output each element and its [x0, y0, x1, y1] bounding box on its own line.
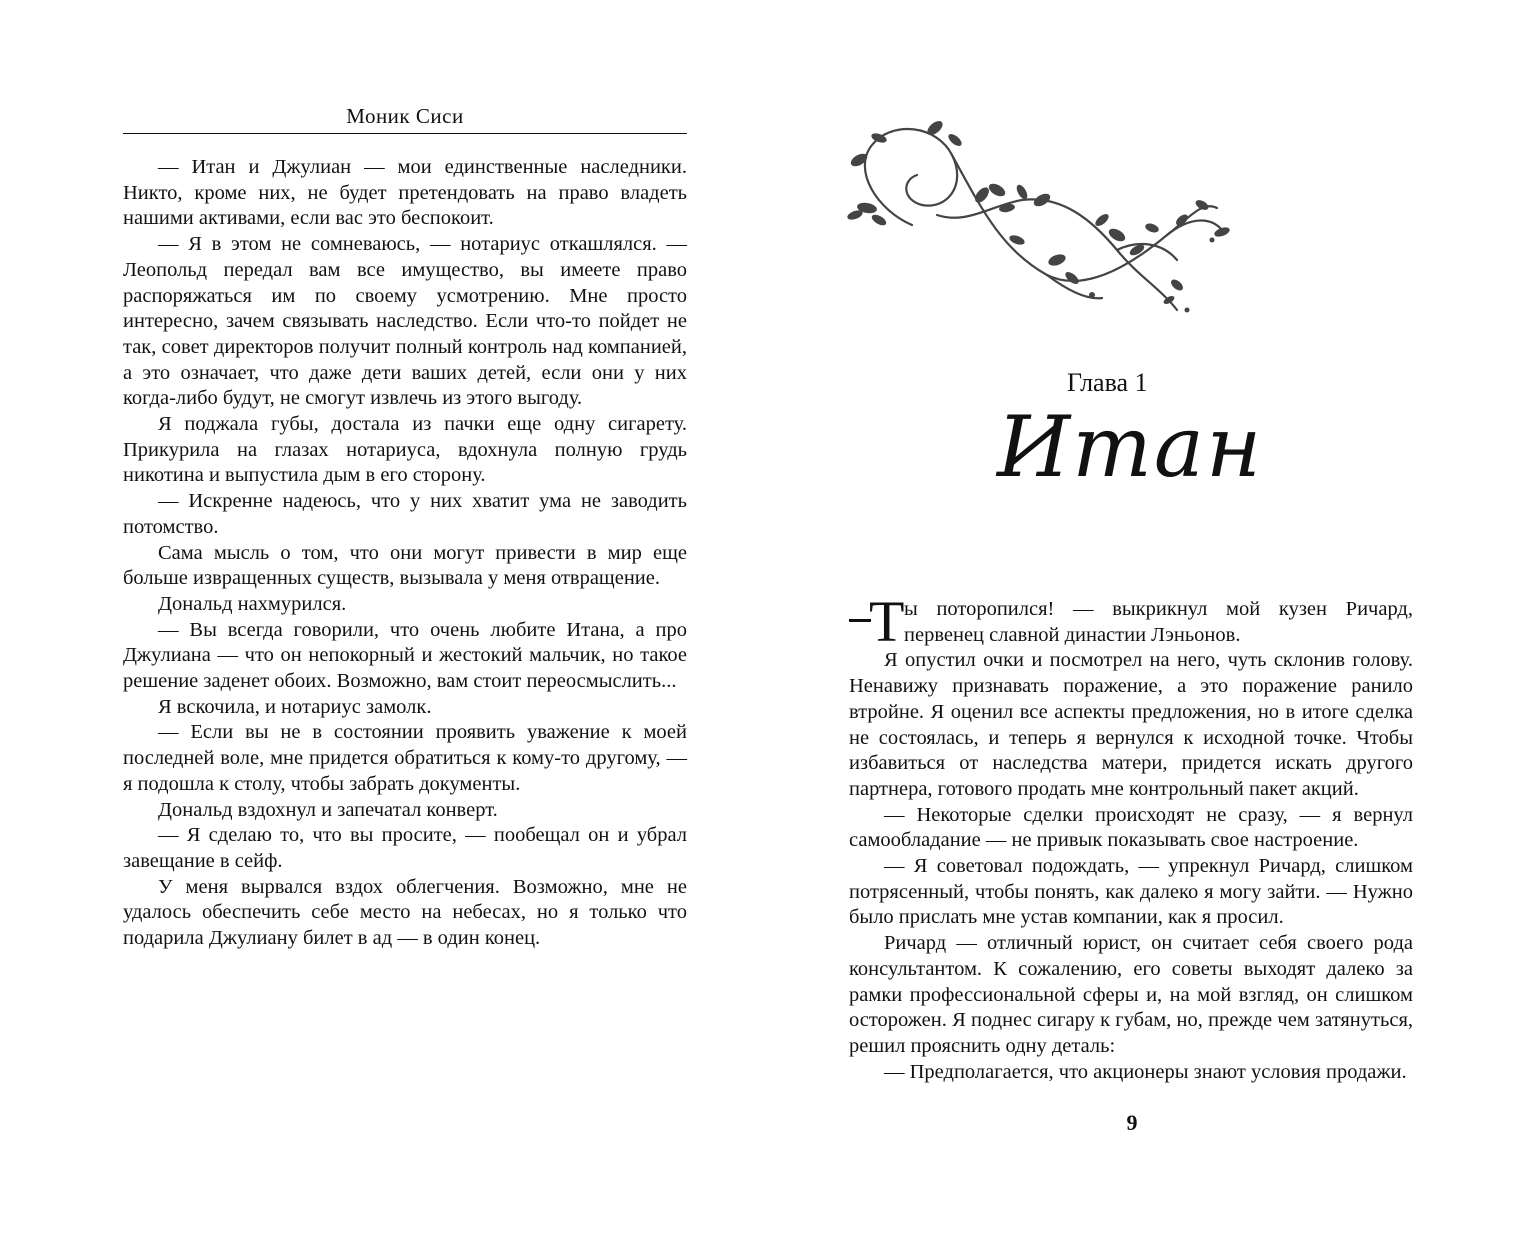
paragraph: Я вскочила, и нотариус замолк. [158, 695, 432, 718]
paragraph: — Вы всегда говорили, что очень любите Итана, а про Джулиана — что он непокорный и жестокий мальчик, но такое решение заденет обоих. Возможно, вам стоит переосмыслить... [123, 618, 687, 693]
paragraph: — Я советовал подождать, — упрекнул Ричард, слишком потрясенный, чтобы понять, как далеко я могу зайти. — Нужно было прислать мне устав компании, как я просил. [849, 855, 1413, 929]
paragraph: Сама мысль о том, что они могут привести в мир еще больше извращенных существ, вызывала у меня отвращение. [123, 541, 687, 590]
right-page-text [849, 589, 1413, 1085]
chapter-title: Итан [997, 398, 1264, 496]
chapter-label: Глава 1 [1067, 368, 1148, 397]
paragraph: — Я сделаю то, что вы просите, — пообещал он и убрал завещание в сейф. [123, 824, 687, 872]
page-number: 9 [1126, 1110, 1138, 1135]
paragraph: — Если вы не в состоянии проявить уважение к моей последней воле, мне придется обратиться к кому-то другому, — я подошла к столу, чтобы забрать документы. [123, 721, 687, 795]
floral-vine-ornament-icon [817, 100, 1237, 325]
paragraph: Дональд нахмурился. [158, 592, 347, 615]
paragraph: — Предполагается, что акционеры знают условия продажи. [884, 1060, 1407, 1083]
opening-paragraph-text: ы поторопился! — выкрикнул мой кузен Ричард, первенец славной династии Лэньонов. [904, 598, 1413, 646]
opening-paragraph [849, 589, 1413, 654]
dropcap-letter: Т [869, 589, 905, 654]
paragraph: Я поджала губы, достала из пачки еще одну сигарету. Прикурила на глазах нотариуса, вдохнула полную грудь никотина и выпустила дым в его сторону. [123, 413, 687, 487]
left-page-text [123, 155, 687, 952]
paragraph: Ричард — отличный юрист, он считает себя своего рода консультантом. К сожалению, его советы выходят далеко за рамки профессиональной сферы и, на мой взгляд, он слишком осторожен. Я поднес сигару к губам, но, прежде чем затянуться, решил прояснить одну деталь: [849, 932, 1413, 1057]
paragraph: У меня вырвался вздох облегчения. Возможно, мне не удалось обеспечить себе место на небесах, но я только что подарила Джулиану билет в ад — в один конец. [123, 875, 687, 950]
dropcap-dash [849, 619, 871, 622]
paragraph: — Некоторые сделки происходят не сразу, — я вернул самообладание — не привык показывать свое настроение. [849, 803, 1413, 852]
paragraph: — Искренне надеюсь, что у них хватит ума не заводить потомство. [123, 490, 687, 538]
paragraph: Дональд вздохнул и запечатал конверт. [158, 798, 498, 821]
left-page [0, 0, 767, 1240]
right-page [767, 0, 1535, 1240]
running-head: Моник Сиси [346, 104, 464, 128]
paragraph: — Я в этом не сомневаюсь, — нотариус откашлялся. — Леопольд передал вам все имущество, вы имеете право распоряжаться им по своему усмотрению. Мне просто интересно, зачем связывать наследство. Если что-то пойдет не так, совет директоров получит полный контроль над компанией, а это означает, что даже дети ваших детей, если они у них когда-либо будут, не смогут извлечь из этого выгоду. [123, 233, 687, 410]
header-rule [123, 133, 687, 134]
paragraph: — Итан и Джулиан — мои единственные наследники. Никто, кроме них, не будет претендовать на право владеть нашими активами, если вас это беспокоит. [123, 156, 687, 230]
paragraph: Я опустил очки и посмотрел на него, чуть склонив голову. Ненавижу признавать поражение, а это поражение ранило втройне. Я оценил все аспекты предложения, но в итоге сделка не состоялась, и теперь я вернулся к исходной точке. Чтобы избавиться от наследства матери, придется искать другого партнера, готового продать мне контрольный пакет акций. [849, 649, 1413, 800]
